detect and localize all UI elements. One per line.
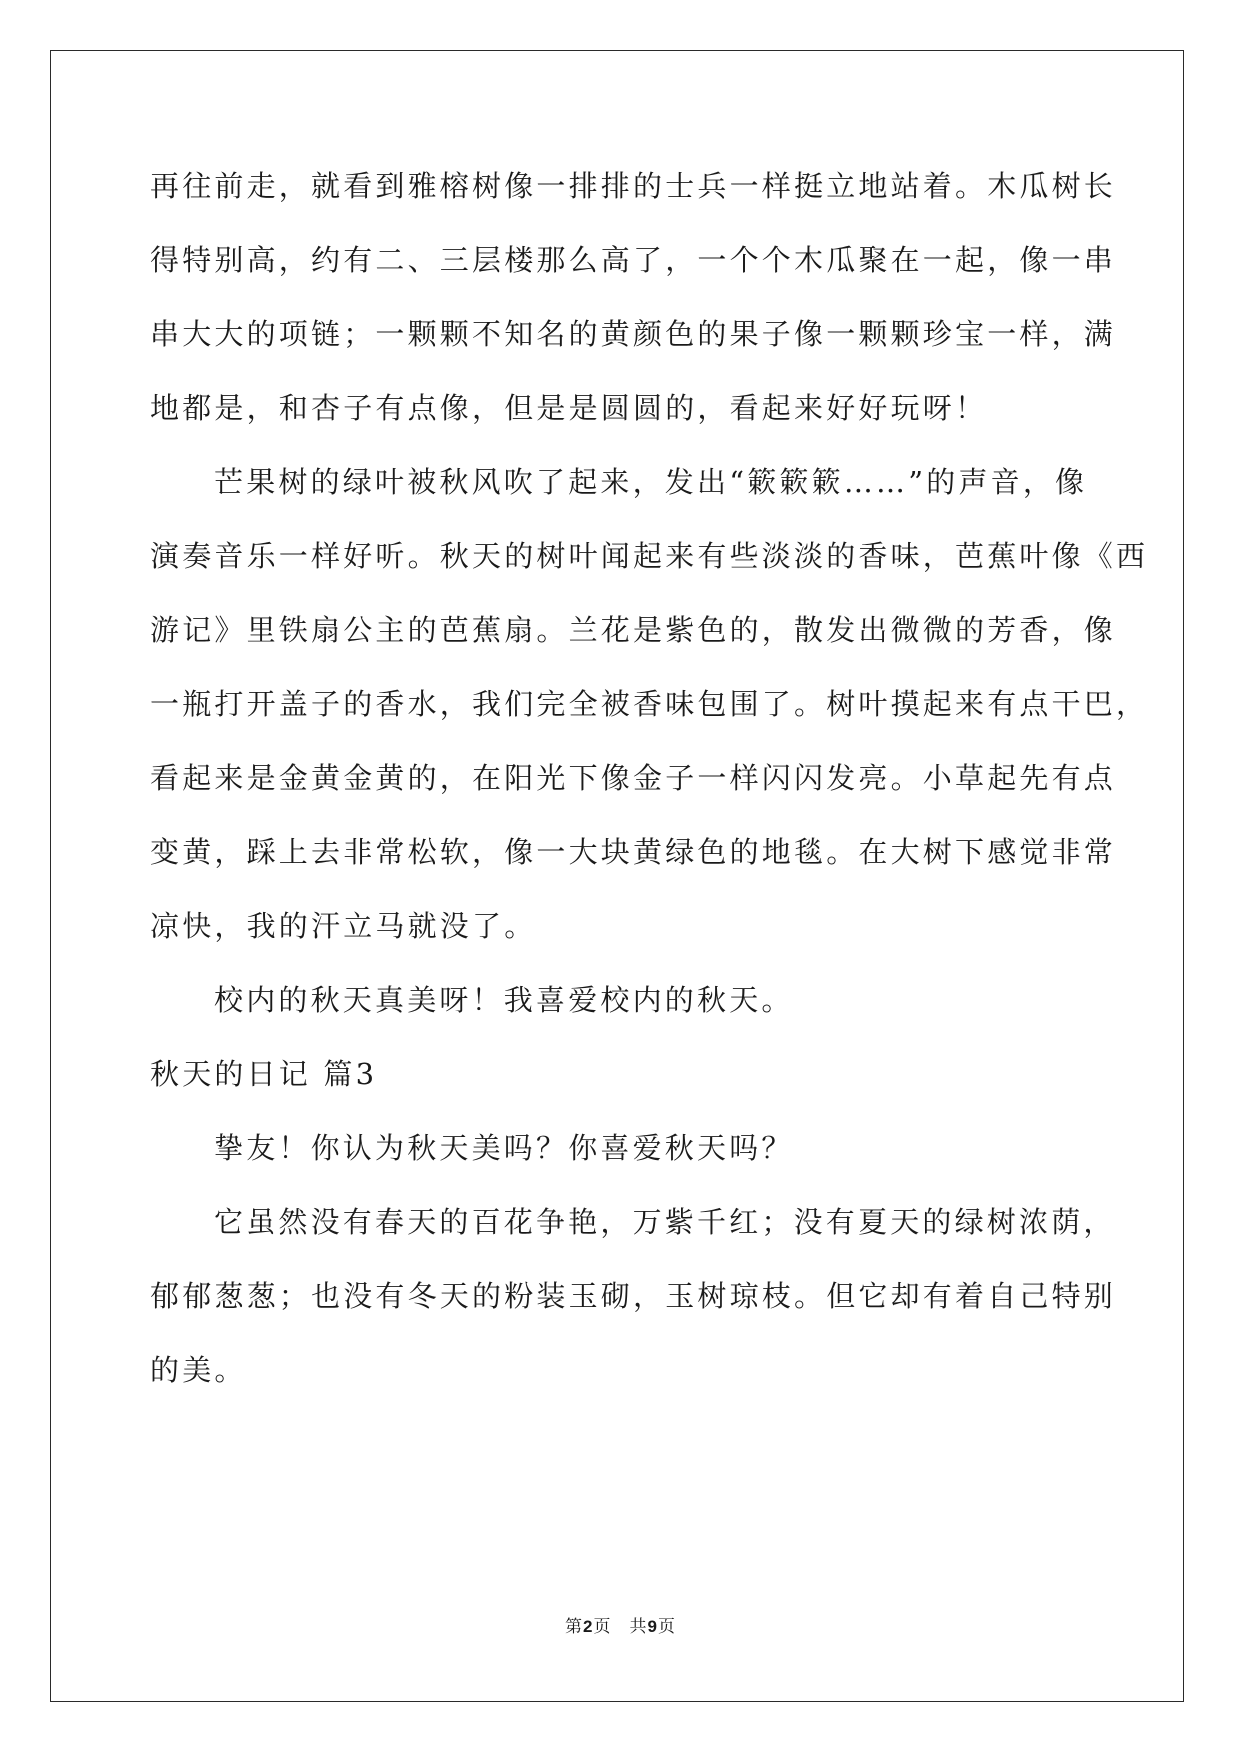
- text-line: 再往前走，就看到雅榕树像一排排的士兵一样挺立地站着。木瓜树长: [150, 169, 1117, 203]
- text-line: 芒果树的绿叶被秋风吹了起来，发出“簌簌簌……”的声音，像: [214, 465, 1088, 499]
- text-line: 串大大的项链；一颗颗不知名的黄颜色的果子像一颗颗珍宝一样，满: [150, 317, 1117, 351]
- footer-suffix: 页: [657, 1617, 676, 1637]
- text-line: 的美。: [150, 1353, 247, 1387]
- footer-prefix: 第: [565, 1617, 584, 1637]
- page-footer: [0, 1612, 1241, 1637]
- text-line: 得特别高，约有二、三层楼那么高了，一个个木瓜聚在一起，像一串: [150, 243, 1117, 277]
- text-line: 挚友！你认为秋天美吗？你喜爱秋天吗？: [214, 1131, 794, 1165]
- text-line: 地都是，和杏子有点像，但是是圆圆的，看起来好好玩呀！: [150, 391, 988, 425]
- text-line: 一瓶打开盖子的香水，我们完全被香味包围了。树叶摸起来有点干巴，: [150, 687, 1149, 721]
- section-heading: 秋天的日记 篇3: [150, 1057, 378, 1091]
- page-total-number: 9: [647, 1617, 658, 1636]
- page-current-number: 2: [583, 1617, 594, 1636]
- text-line: 校内的秋天真美呀！我喜爱校内的秋天。: [214, 983, 794, 1017]
- text-line: 凉快，我的汗立马就没了。: [150, 909, 537, 943]
- text-line: 变黄，踩上去非常松软，像一大块黄绿色的地毯。在大树下感觉非常: [150, 835, 1117, 869]
- footer-middle: 页 共: [593, 1617, 648, 1637]
- text-line: 游记》里铁扇公主的芭蕉扇。兰花是紫色的，散发出微微的芳香，像: [150, 613, 1117, 647]
- text-line: 演奏音乐一样好听。秋天的树叶闻起来有些淡淡的香味，芭蕉叶像《西: [150, 539, 1149, 573]
- text-line: 郁郁葱葱；也没有冬天的粉装玉砌，玉树琼枝。但它却有着自己特别: [150, 1279, 1117, 1313]
- text-line: 它虽然没有春天的百花争艳，万紫千红；没有夏天的绿树浓荫，: [214, 1205, 1116, 1239]
- text-line: 看起来是金黄金黄的，在阳光下像金子一样闪闪发亮。小草起先有点: [150, 761, 1117, 795]
- page-border: [50, 50, 1184, 1702]
